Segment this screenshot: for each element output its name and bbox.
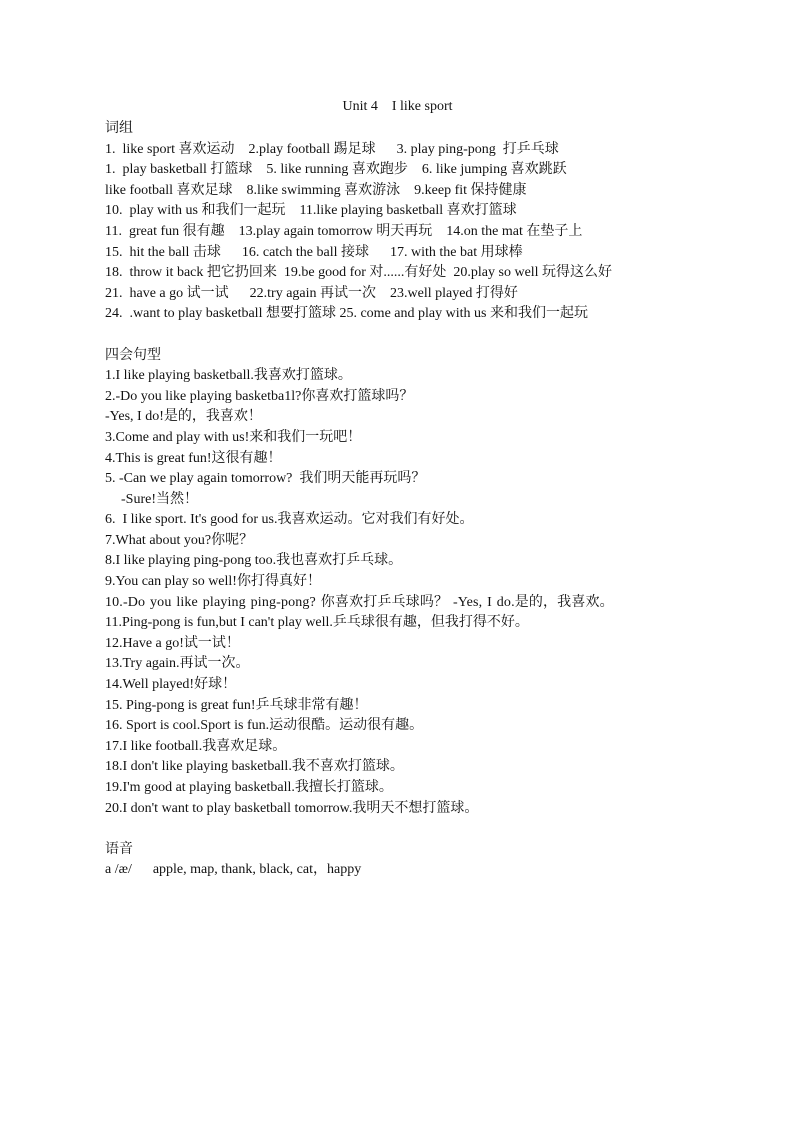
sentence-line: 7.What about you?你呢？ [105,532,254,548]
sentence-line: 12.Have a go!试一试！ [105,635,240,651]
vocab-line: 21. have a go 试一试 22.try again 再试一次 23.well played 打得好 [105,285,518,301]
phonics-list [105,860,705,881]
sentence-line: 4.This is great fun!这很有趣！ [105,450,282,466]
vocab-line: 10. play with us 和我们一起玩 11.like playing basketball 喜欢打篮球 [105,203,517,219]
vocab-line: 24. .want to play basketball 想要打篮球 25. come and play with us 来和我们一起玩 [105,306,588,322]
sentence-line: -Yes, I do!是的，我喜欢！ [105,409,262,425]
sentence-line: 14.Well played!好球！ [105,677,237,693]
sentence-line: 18.I don't like playing basketball.我不喜欢打篮球。 [105,759,404,775]
sentence-line: 19.I'm good at playing basketball.我擅长打篮球。 [105,780,393,795]
vocab-line: 15. hit the ball 击球 16. catch the ball 接球 17. with the bat 用球棒 [105,244,523,260]
vocab-list [105,140,705,325]
sentence-line: 17.I like football.我喜欢足球。 [105,738,287,754]
sentence-line: 8.I like playing ping-pong too.我也喜欢打乒乓球。 [105,553,403,569]
sentences-heading: 四会句型 [105,347,161,363]
sentence-line: 20.I don't want to play basketball tomorrow.我明天不想打篮球。 [105,800,479,816]
section-gap [105,325,705,346]
sentence-line: 13.Try again.再试一次。 [105,656,250,672]
sentence-line: 10.-Do you like playing ping-pong? 你喜欢打乒乓球吗？ -Yes, I do.是的，我喜欢。 [105,594,614,610]
vocab-line: 1. play basketball 打篮球 5. like running 喜欢跑步 6. like jumping 喜欢跳跃 [105,162,567,178]
vocab-heading: 词组 [105,121,133,136]
sentence-line: 16. Sport is cool.Sport is fun.运动很酷。运动很有趣。 [105,718,424,734]
sentence-line: 11.Ping-pong is fun,but I can't play well.乒乓球很有趣，但我打得不好。 [105,615,529,631]
vocab-line: 11. great fun 很有趣 13.play again tomorrow 明天再玩 14.on the mat 在垫子上 [105,223,583,239]
sentence-line: -Sure!当然！ [121,491,198,507]
sentence-line: 2.-Do you like playing basketba1l?你喜欢打篮球吗？ [105,388,414,404]
sentence-line: 15. Ping-pong is great fun!乒乓球非常有趣！ [105,697,368,713]
section-gap [105,819,705,840]
document-title: Unit 4 I like sport [342,99,453,114]
sentences-list [105,366,705,819]
sentence-line: 3.Come and play with us!来和我们一玩吧！ [105,429,362,445]
vocab-line: 1. like sport 喜欢运动 2.play football 踢足球 3. play ping-pong 打乒乓球 [105,141,559,157]
phonics-line: a /æ/ apple, map, thank, black, cat，happy [105,862,362,878]
sentence-line: 1.I like playing basketball.我喜欢打篮球。 [105,368,352,384]
phonics-heading: 语音 [105,841,133,857]
vocab-line: 18. throw it back 把它扔回来 19.be good for 对......有好处 20.play so well 玩得这么好 [105,265,613,281]
document-page [105,97,705,881]
vocab-line: like football 喜欢足球 8.like swimming 喜欢游泳 9.keep fit 保持健康 [105,182,527,198]
sentence-line: 5. -Can we play again tomorrow? 我们明天能再玩吗？ [105,471,426,487]
sentence-line: 6. I like sport. It's good for us.我喜欢运动。它对我们有好处。 [105,512,474,528]
sentence-line: 9.You can play so well!你打得真好！ [105,574,321,590]
